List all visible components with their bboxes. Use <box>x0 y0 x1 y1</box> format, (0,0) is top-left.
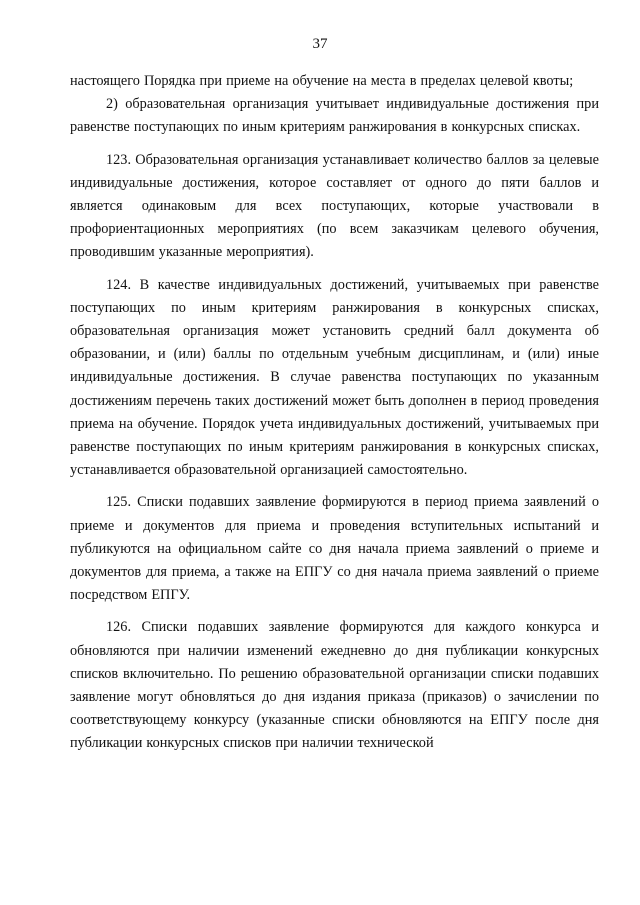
paragraph-124: 124. В качестве индивидуальных достижений, учитываемых при равенстве поступающих по иным критериям ранжирования в конкурсных списках, образовательная организация может установить средний балл документа об образовании, и (или) баллы по отдельным учебным дисциплинам, и (или) иные индивидуальные достижения. В случае равенства поступающих по указанным достижениям перечень таких достижений может быть дополнен в период проведения приема на обучение. Порядок учета индивидуальных достижений, учитываемых при равенстве поступающих по иным критериям ранжирования в конкурсных списках, устанавливается образовательной организацией самостоятельно. <box>70 276 599 479</box>
document-body <box>70 70 599 756</box>
paragraph-126: 126. Списки подавших заявление формируются для каждого конкурса и обновляются при наличии изменений ежедневно до дня публикации конкурсных списков включительно. По решению образовательной организации списки подавших заявление могут обновляться до дня издания приказа (приказов) о зачислении по соответствующему конкурсу (указанные списки обновляются на ЕПГУ после дня публикации конкурсных списков при наличии технической <box>70 619 599 752</box>
page-number: 37 <box>312 36 328 52</box>
paragraph-123: 123. Образовательная организация устанавливает количество баллов за целевые индивидуальные достижения, которое составляет от одного до пяти баллов и является одинаковым для всех поступающих, которые участвовали в профориентационных мероприятиях (по всем заказчикам целевого обучения, проводившим указанные мероприятия). <box>70 151 599 261</box>
paragraph-125: 125. Списки подавших заявление формируются в период приема заявлений о приеме и документов для приема и проведения вступительных испытаний и публикуются на официальном сайте со дня начала приема заявлений о приеме и документов для приема, а также на ЕПГУ со дня начала приема заявлений о приеме посредством ЕПГУ. <box>70 494 599 604</box>
paragraph-continuation: настоящего Порядка при приеме на обучение на места в пределах целевой квоты; <box>70 73 574 89</box>
paragraph-item-2: 2) образовательная организация учитывает индивидуальные достижения при равенстве поступающих по иным критериям ранжирования в конкурсных списках. <box>70 96 599 136</box>
